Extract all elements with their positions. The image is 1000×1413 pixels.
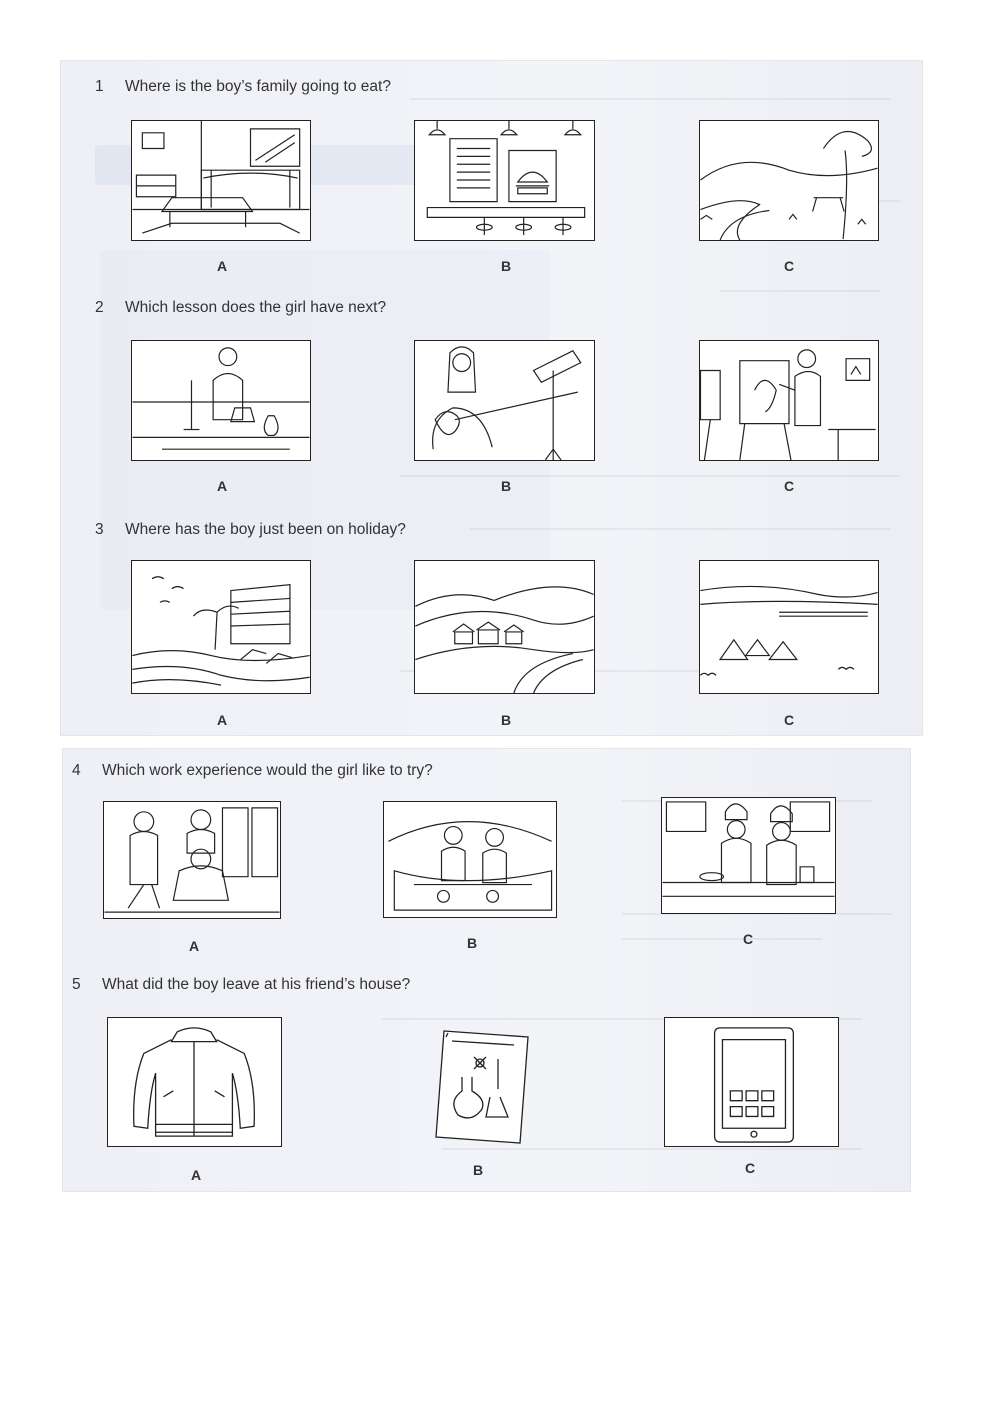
chef-kitchen-icon[interactable] — [661, 797, 836, 914]
car-mechanic-icon[interactable] — [383, 801, 557, 918]
beach-hotel-icon[interactable] — [131, 560, 311, 694]
option-label: B — [466, 935, 478, 951]
bleed-line — [410, 98, 890, 100]
science-lab-icon[interactable] — [131, 340, 311, 461]
question-1 — [95, 78, 391, 96]
question-number: 5 — [72, 976, 81, 993]
option-label: A — [216, 478, 228, 494]
question-3 — [95, 521, 406, 539]
living-room-icon[interactable] — [131, 120, 311, 241]
bleed-line — [622, 938, 822, 940]
burger-cafe-icon[interactable] — [414, 120, 595, 241]
bleed-line — [442, 1148, 862, 1150]
option-label: A — [188, 938, 200, 954]
question-text: Which work experience would the girl like to try? — [102, 762, 433, 779]
tablet-icon[interactable] — [664, 1017, 839, 1147]
picnic-river-icon[interactable] — [699, 120, 879, 241]
option-label: C — [783, 712, 795, 728]
option-label: A — [190, 1167, 202, 1183]
option-label: C — [744, 1160, 756, 1176]
question-number: 4 — [72, 762, 81, 779]
option-label: A — [216, 712, 228, 728]
art-painting-icon[interactable] — [699, 340, 879, 461]
question-4 — [72, 762, 433, 780]
question-2 — [95, 299, 386, 317]
jacket-icon[interactable] — [107, 1017, 282, 1147]
option-label: B — [472, 1162, 484, 1178]
countryside-village-icon[interactable] — [414, 560, 595, 694]
question-text: Where has the boy just been on holiday? — [125, 521, 406, 538]
option-label: B — [500, 712, 512, 728]
bleed-line — [720, 290, 880, 292]
hair-salon-icon[interactable] — [103, 801, 281, 919]
guitar-lesson-icon[interactable] — [414, 340, 595, 461]
science-book-icon[interactable] — [386, 1017, 561, 1147]
option-label: B — [500, 258, 512, 274]
question-text: Which lesson does the girl have next? — [125, 299, 387, 316]
option-label: C — [742, 931, 754, 947]
question-number: 2 — [95, 299, 104, 316]
question-number: 1 — [95, 78, 104, 95]
option-label: C — [783, 478, 795, 494]
option-label: A — [216, 258, 228, 274]
question-text: Where is the boy’s family going to eat? — [125, 78, 391, 95]
bleed-line — [470, 528, 890, 530]
question-5 — [72, 976, 410, 994]
option-label: C — [783, 258, 795, 274]
bleed-line — [400, 475, 900, 477]
camping-tents-icon[interactable] — [699, 560, 879, 694]
question-text: What did the boy leave at his friend’s house? — [102, 976, 411, 993]
option-label: B — [500, 478, 512, 494]
question-number: 3 — [95, 521, 104, 538]
